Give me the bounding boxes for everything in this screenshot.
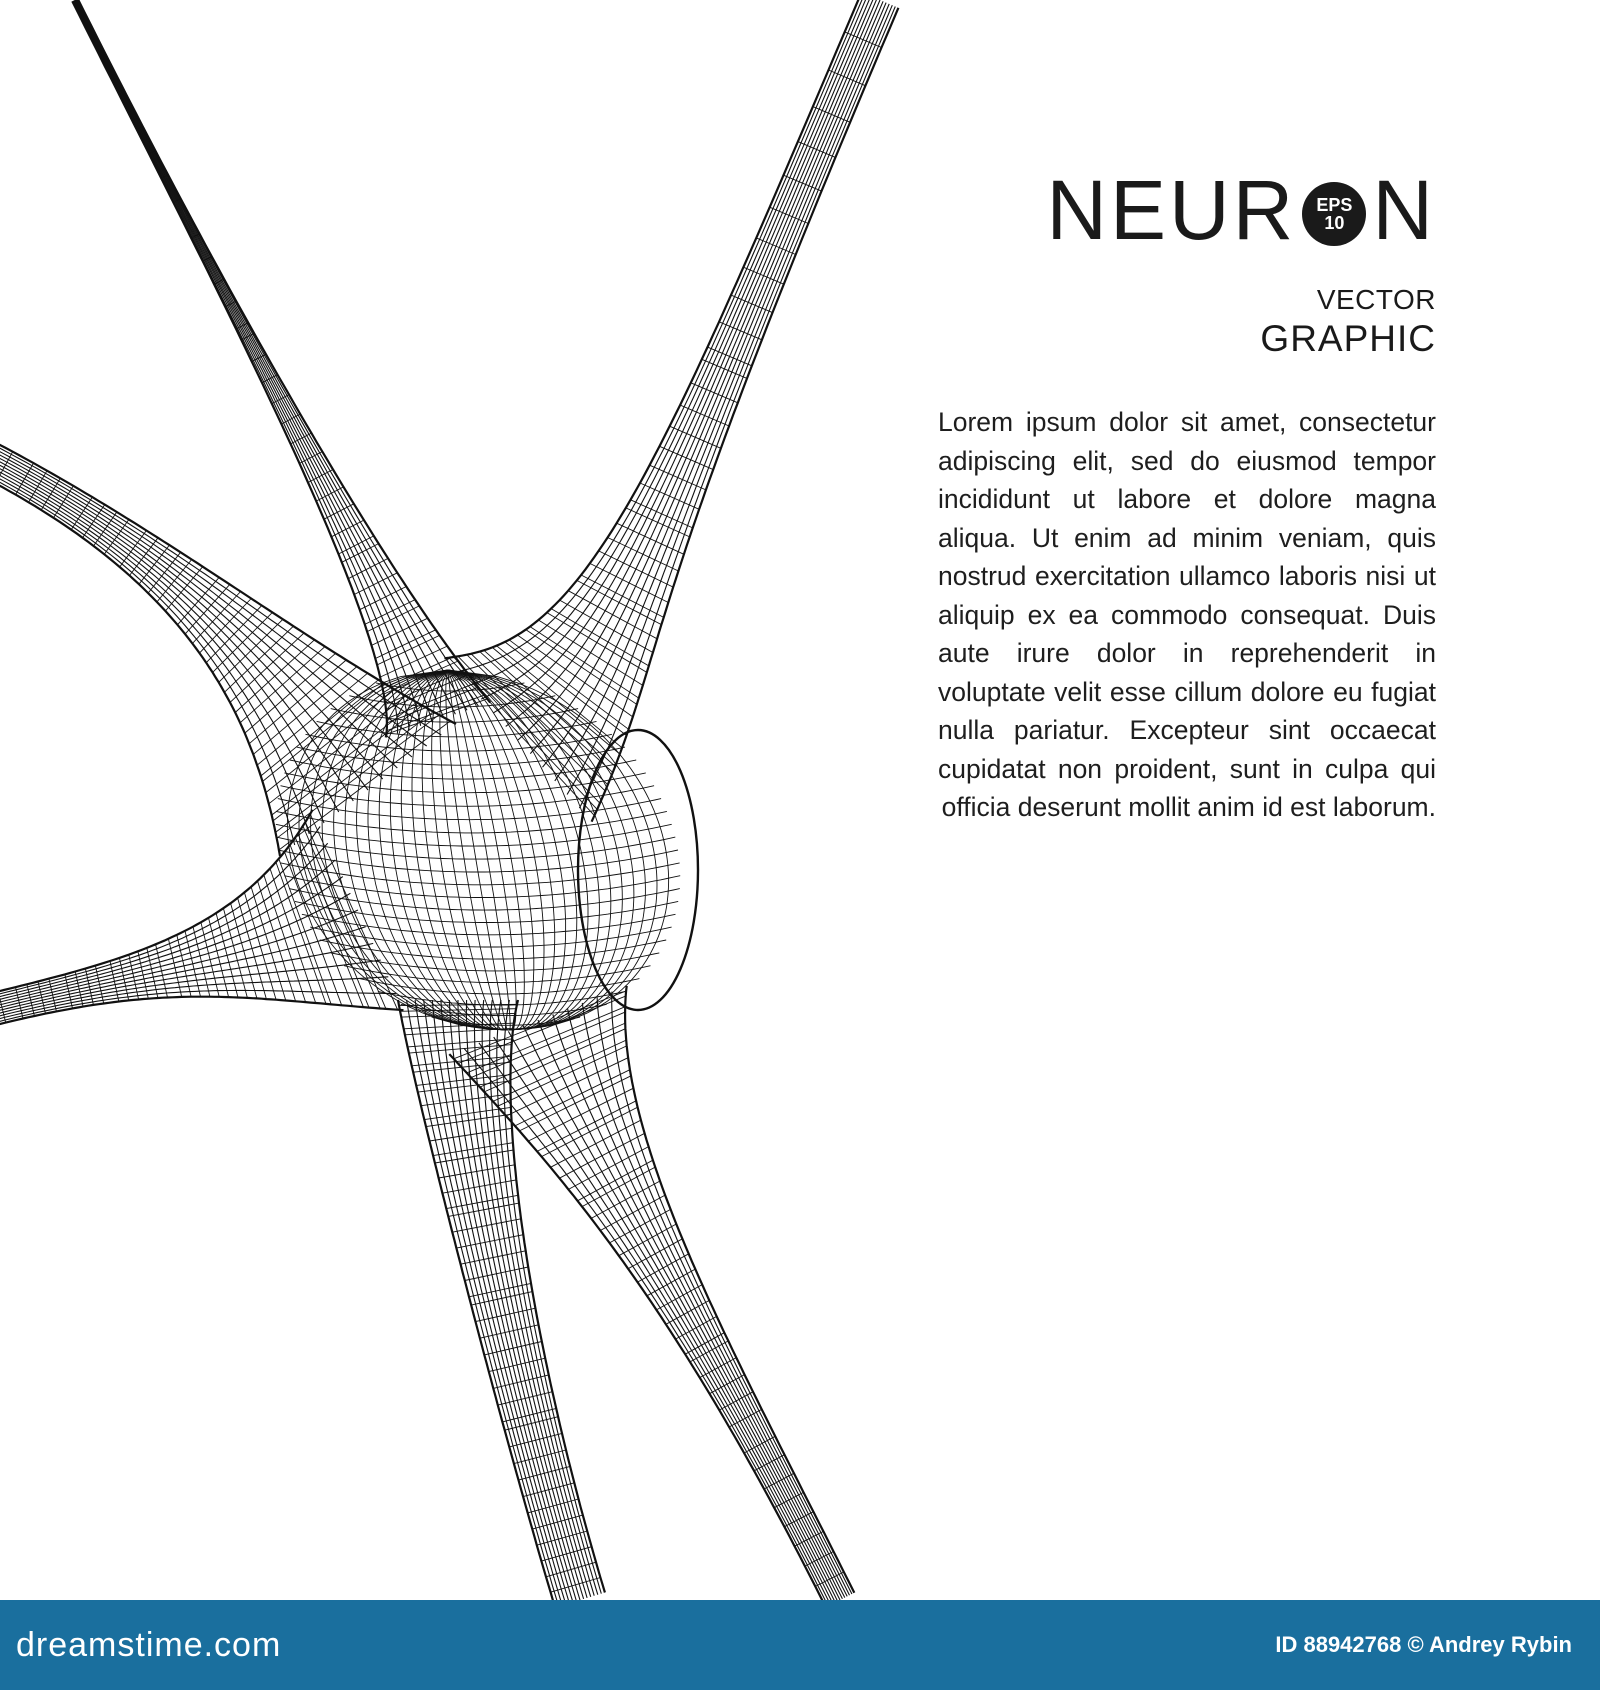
branch-4-ring: [456, 1235, 523, 1248]
branch-4-ring: [514, 1450, 566, 1464]
soma-latitude-line: [289, 889, 680, 911]
branch-5-ring: [493, 1040, 626, 1101]
soma-latitude-line: [278, 799, 661, 820]
branch-4-ring: [489, 1358, 545, 1371]
branch-3-long-line: [0, 977, 388, 1021]
watermark-footer-bar: [0, 1600, 1600, 1690]
branch-4-long-line: [497, 1000, 598, 1595]
branch-0-ring: [590, 563, 669, 602]
branch-4-ring: [476, 1308, 536, 1321]
branch-0-ring: [599, 551, 674, 587]
branch-0-long-line: [506, 0, 877, 726]
branch-4-ring: [493, 1375, 548, 1389]
branch-4-ring: [448, 1203, 519, 1216]
branch-1-long-line: [72, 1, 387, 737]
soma-longitude-line: [448, 670, 555, 1030]
branch-3-long-line: [0, 927, 366, 1013]
soma-latitude-line: [310, 927, 671, 947]
branch-4-ring: [465, 1267, 528, 1281]
branch-0-ring: [617, 523, 684, 554]
branch-4-ring: [498, 1392, 553, 1405]
branch-3-ring: [285, 852, 342, 1006]
subtitle-vector: VECTOR: [1316, 284, 1436, 315]
branch-3-ring: [295, 837, 363, 1007]
branch-2-ring: [165, 567, 202, 611]
soma-longitude-line: [448, 670, 566, 1030]
soma-longitude-line: [311, 670, 508, 1030]
branch-3-long-line: [0, 910, 358, 1010]
soma-latitude-line: [284, 876, 680, 898]
branch-3-long-line: [0, 810, 312, 995]
branch-2-long-line: [0, 473, 295, 845]
footer-credit: ID 88942768 © Andrey Rybin: [1275, 1632, 1572, 1657]
branch-0-long-line: [592, 8, 899, 822]
branch-0-long-line: [457, 0, 865, 672]
branch-1-long-line: [77, 0, 468, 710]
branch-4-ring: [435, 1150, 514, 1163]
branch-4-ring: [430, 1128, 513, 1141]
branch-2-ring: [120, 531, 147, 568]
branch-3-long-line: [0, 997, 404, 1026]
title-text-end: N: [1372, 163, 1436, 257]
branch-4-ring: [471, 1292, 532, 1306]
subtitle-graphic: GRAPHIC: [1260, 318, 1436, 359]
soma-longitude-line: [448, 670, 577, 1030]
branch-5-ring: [497, 1046, 626, 1106]
branch-5-ring: [480, 1023, 625, 1087]
branch-3-ring: [216, 913, 238, 997]
branch-0-ring: [608, 538, 679, 572]
branch-4-ring: [541, 1547, 591, 1561]
soma-longitude-line: [448, 670, 669, 1030]
soma-latitude-line: [295, 901, 678, 922]
soma-latitude-line: [276, 824, 672, 846]
branch-3-ring: [238, 898, 267, 999]
branch-0-ring: [530, 627, 639, 699]
eps-badge-version: 10: [1324, 213, 1345, 233]
branch-0-long-line: [469, 0, 868, 686]
soma-longitude-line: [448, 670, 534, 1030]
branch-4-long-line: [432, 1000, 569, 1600]
branch-4-ring: [452, 1219, 521, 1232]
branch-5-long-line: [597, 997, 849, 1595]
branch-2-long-line: [0, 449, 427, 746]
branch-3-ring: [258, 881, 296, 1001]
branch-3-ring: [251, 887, 286, 1001]
branch-4-ring: [484, 1342, 542, 1355]
branch-5-long-line: [508, 1031, 835, 1600]
branch-5-ring: [528, 1088, 633, 1141]
footer-brand: dreamstime.com: [16, 1625, 282, 1664]
branch-3-long-line: [0, 990, 396, 1023]
branch-2-long-line: [0, 476, 280, 856]
branch-1-long-line: [74, 1, 410, 730]
branch-4-ring: [424, 1107, 511, 1119]
branch-4-ring: [537, 1531, 587, 1545]
branch-4-ring: [480, 1325, 539, 1338]
soma-latitude-line: [276, 811, 667, 833]
eps-badge-label: EPS: [1316, 194, 1353, 215]
branch-4-ring: [523, 1483, 574, 1497]
soma-longitude-line: [448, 670, 508, 1030]
soma-longitude-line: [448, 670, 510, 1030]
branch-4-ring: [469, 1283, 531, 1296]
branch-4-ring: [505, 1417, 558, 1431]
branch-2-long-line: [0, 468, 324, 823]
branch-4-ring: [426, 1114, 511, 1126]
branch-3-long-line: [0, 960, 381, 1018]
title-text-start: NEUR: [1046, 163, 1297, 257]
branch-0-long-line: [555, 4, 889, 781]
branch-2-ring: [240, 647, 325, 723]
branch-2-ring: [235, 640, 314, 713]
branch-1-long-line: [78, 0, 491, 703]
branch-4-ring: [446, 1195, 518, 1208]
branch-3-ring: [264, 875, 306, 1002]
soma-longitude-line: [334, 670, 508, 1030]
branch-4-ring: [528, 1499, 579, 1513]
soma-latitude-line: [344, 966, 650, 983]
branch-4-long-line: [449, 1000, 576, 1600]
page-title: [1046, 163, 1436, 257]
branch-4-ring: [532, 1515, 583, 1529]
branch-4-ring: [439, 1165, 515, 1178]
branch-5-long-line: [612, 992, 852, 1594]
branch-4-ring: [442, 1180, 516, 1193]
branch-4-ring: [519, 1466, 571, 1480]
lorem-paragraph: Lorem ipsum dolor sit amet, consectetur adipiscing elit, sed do eiusmod tempor incididunt ut labore et dolore magna aliqua. Ut enim ad minim veniam, quis nostrud exercitation ullamco laboris nisi ut aliquip ex ea commodo consequat. Duis aute irure dolor in reprehenderit in voluptate velit esse cillum dolore eu fugiat nulla pariatur. Excepteur sint occaecat cupidatat non proident, sunt in culpa qui officia deserunt mollit anim id est laborum.: [938, 407, 1436, 822]
branch-4-ring: [461, 1251, 526, 1264]
branch-0-long-line: [444, 0, 861, 658]
branch-1-long-line: [77, 0, 479, 706]
branch-0-long-line: [567, 5, 892, 794]
soma-latitude-line: [320, 940, 666, 959]
branch-4-ring: [433, 1143, 513, 1156]
branch-4-ring: [502, 1408, 556, 1422]
soma-latitude-line: [331, 953, 659, 971]
branch-0-long-line: [481, 0, 871, 699]
branch-1-long-line: [73, 1, 398, 734]
soma-longitude-line: [422, 670, 508, 1030]
branch-3-ring: [270, 869, 316, 1004]
branch-0-ring: [581, 575, 664, 617]
branch-4-ring: [509, 1433, 562, 1447]
eps-badge: [1302, 182, 1366, 246]
branch-0-long-line: [543, 3, 887, 768]
